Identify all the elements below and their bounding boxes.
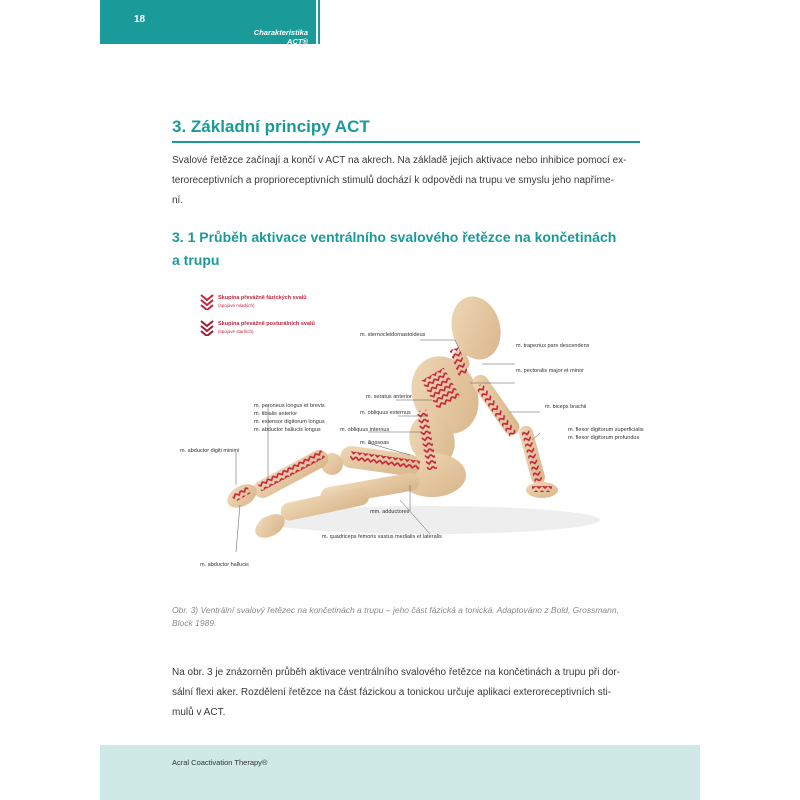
figure-legend xyxy=(200,294,315,346)
footer-band xyxy=(100,745,700,800)
intro-line: ní. xyxy=(172,195,184,206)
label-extensor-digitorum: m. extensor digitorum longus xyxy=(254,419,325,425)
label-tibialis: m. tibialis anterior xyxy=(254,411,298,417)
closing-paragraph xyxy=(172,663,642,723)
label-peroneus: m. peroneus longus et brevis xyxy=(254,403,325,409)
legend-item-phasic xyxy=(200,294,315,310)
label-obliquus-externus: m. obliquus externus xyxy=(360,410,411,416)
page-number: 18 xyxy=(134,14,146,25)
label-flexor-superficialis: m. flexor digitorum superficialis xyxy=(568,427,644,433)
caption-line: Obr. 3) Ventrální svalový řetězec na končetinách a trupu – jeho část fázická a tonická. Adaptováno z Bold, Grossmann, xyxy=(172,605,619,615)
chevron-red-icon xyxy=(200,294,214,310)
subsection-title-line: a trupu xyxy=(172,252,220,268)
footer-text: Acral Coactivation Therapy® xyxy=(172,758,268,767)
section-title: 3. Základní principy ACT xyxy=(172,117,370,136)
closing-line: mulů v ACT. xyxy=(172,707,226,718)
label-trapezius: m. trapezius pars descendens xyxy=(516,343,590,349)
subsection-title xyxy=(172,226,642,272)
subsection-title-line: 3. 1 Průběh aktivace ventrálního svalového řetězce na končetinách xyxy=(172,229,617,245)
intro-paragraph xyxy=(172,151,642,211)
legend-title: Skupina převážně fázických svalů xyxy=(218,295,307,301)
label-iliopsoas: m. iliopsoas xyxy=(360,440,390,446)
header-divider xyxy=(316,0,318,44)
legend-sub: (spojové starších) xyxy=(218,329,254,334)
label-pectoralis: m. pectoralis major et minor xyxy=(516,368,584,374)
label-abductor-hallucis: m. abductor hallucis xyxy=(200,562,249,568)
closing-line: Na obr. 3 je znázorněn průběh aktivace ventrálního svalového řetězce na končetinách a trupu při dor- xyxy=(172,667,621,678)
running-head: Charakteristika ACT® xyxy=(253,28,308,46)
label-sternocleidomastoideus: m. sternocleidomastoideus xyxy=(360,332,426,338)
section-rule xyxy=(172,141,640,143)
label-obliquus-internus: m. obliquus internus xyxy=(340,427,390,433)
label-quadriceps: m. quadriceps femoris vastus medialis et lateralis xyxy=(322,534,442,540)
closing-line: sální flexi aker. Rozdělení řetězce na část fázickou a tonickou určuje aplikaci exteroreceptivních sti- xyxy=(172,687,612,698)
legend-sub: (spojové mladých) xyxy=(218,303,255,308)
label-adductores: mm. adductores xyxy=(370,509,410,515)
label-flexor-profundus: m. flexor digitorum profundus xyxy=(568,435,640,441)
label-abductor-hallucis-longus: m. abductor hallucis longus xyxy=(254,427,321,433)
label-biceps: m. biceps brachii xyxy=(545,404,587,410)
legend-title: Skupina převážně posturálních svalů xyxy=(218,321,315,327)
label-serratus: m. seratus anterior xyxy=(366,394,412,400)
figure-caption xyxy=(172,604,642,630)
muscle-chain-hand xyxy=(532,486,552,492)
chevron-dark-red-icon xyxy=(200,320,214,336)
caption-line: Block 1989. xyxy=(172,618,217,628)
intro-line: teroreceptivních a proprioreceptivních stimulů dochází k odpovědi na trupu ve smyslu jeho napříme- xyxy=(172,175,614,186)
intro-line: Svalové řetězce začínají a končí v ACT na akrech. Na základě jejich aktivace nebo inhibice pomocí ex- xyxy=(172,155,627,166)
label-abductor-digiti-minimi: m. abductor digiti minimi xyxy=(180,448,240,454)
legend-item-postural xyxy=(200,320,315,336)
